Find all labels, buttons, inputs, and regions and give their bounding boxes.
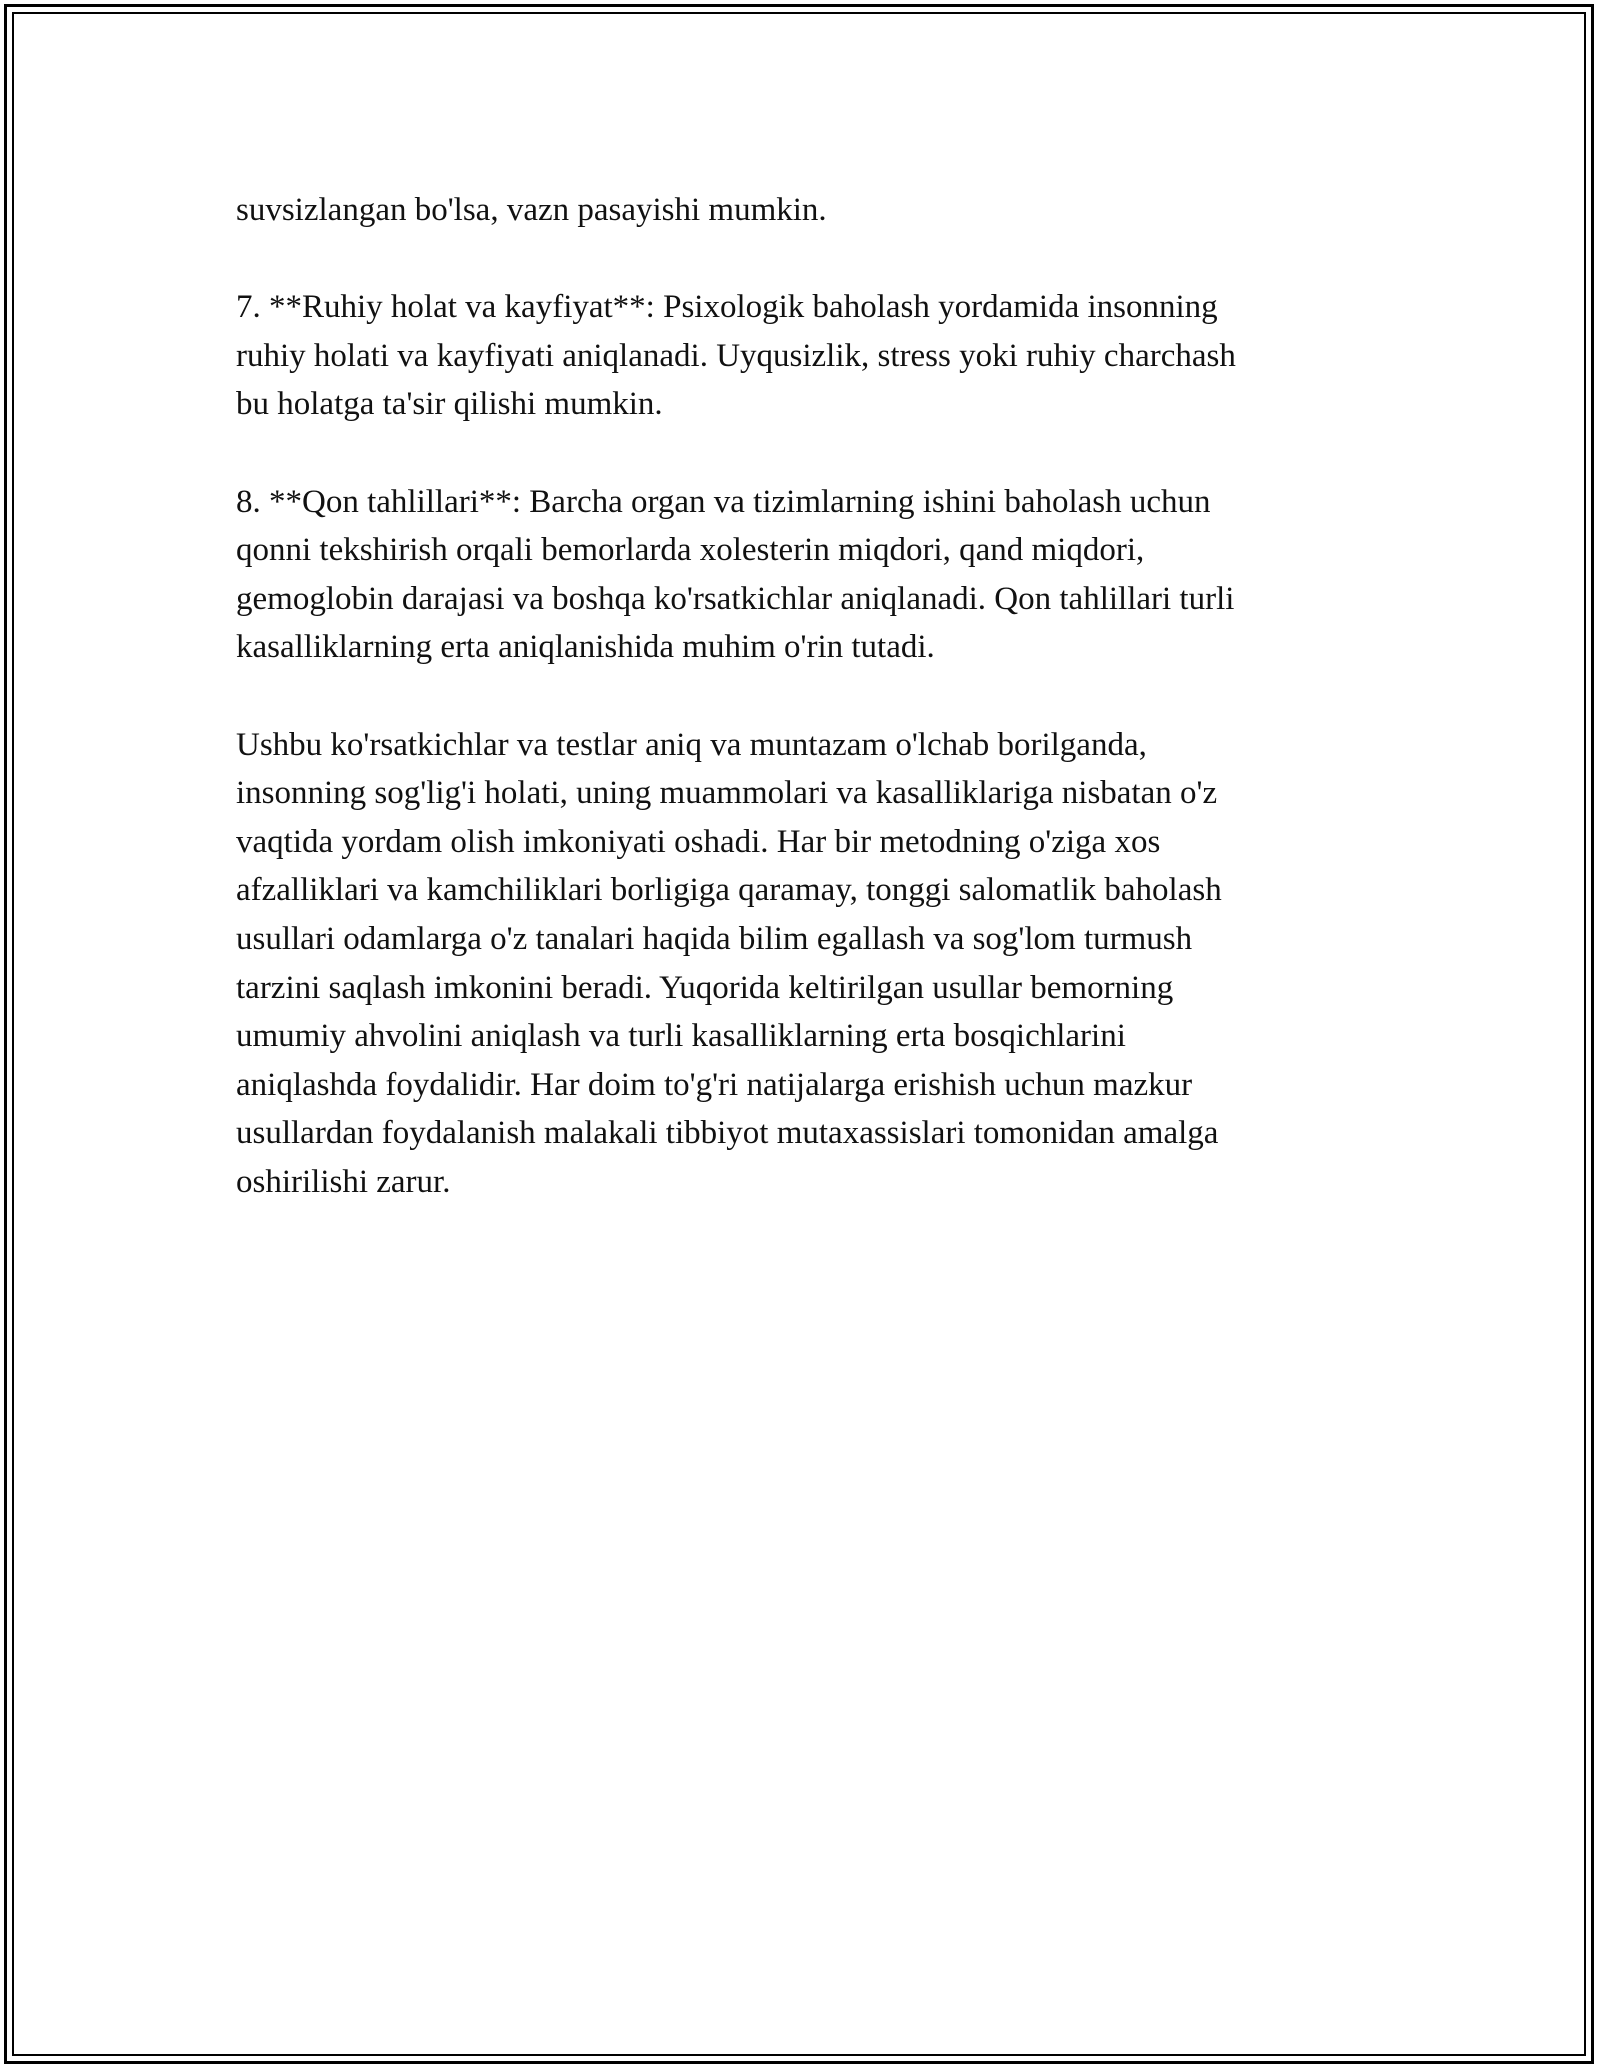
text-line: Ushbu ko'rsatkichlar va testlar aniq va muntazam o'lchab borilganda, [236, 726, 1147, 763]
text-line: usullardan foydalanish malakali tibbiyot mutaxassislari tomonidan amalga [236, 1115, 1219, 1152]
text-line: vaqtida yordam olish imkoniyati oshadi. Har bir metodning o'ziga xos [236, 823, 1161, 860]
text-line: kasalliklarning erta aniqlanishida muhim o'rin tutadi. [236, 629, 935, 666]
text-line: usullari odamlarga o'z tanalari haqida bilim egallash va sog'lom turmush [236, 920, 1193, 957]
text-line: afzalliklari va kamchiliklari borligiga qaramay, tonggi salomatlik baholash [236, 872, 1222, 909]
text-line: ruhiy holati va kayfiyati aniqlanadi. Uyqusizlik, stress yoki ruhiy charchash [236, 337, 1236, 374]
text-line: gemoglobin darajasi va boshqa ko'rsatkichlar aniqlanadi. Qon tahlillari turli [236, 580, 1235, 617]
text-line: umumiy ahvolini aniqlash va turli kasalliklarning erta bosqichlarini [236, 1018, 1126, 1055]
text-line: suvsizlangan bo'lsa, vazn pasayishi mumkin. [236, 192, 827, 228]
text-line: tarzini saqlash imkonini beradi. Yuqorida keltirilgan usullar bemorning [236, 969, 1174, 1006]
document-body [236, 186, 1366, 1255]
text-line: aniqlashda foydalidir. Har doim to'g'ri natijalarga erishish uchun mazkur [236, 1066, 1193, 1103]
text-line: oshirilishi zarur. [236, 1163, 451, 1200]
paragraph-1 [236, 186, 1366, 235]
text-line: 7. **Ruhiy holat va kayfiyat**: Psixologik baholash yordamida insonning [236, 289, 1218, 326]
paragraph-item-8 [236, 478, 1366, 672]
text-line: 8. **Qon tahlillari**: Barcha organ va tizimlarning ishini baholash uchun [236, 483, 1211, 520]
paragraph-conclusion [236, 721, 1366, 1207]
paragraph-item-7 [236, 283, 1366, 429]
text-line: bu holatga ta'sir qilishi mumkin. [236, 386, 663, 423]
text-line: insonning sog'lig'i holati, uning muammolari va kasalliklariga nisbatan o'z [236, 775, 1218, 812]
text-line: qonni tekshirish orqali bemorlarda xolesterin miqdori, qand miqdori, [236, 532, 1145, 569]
